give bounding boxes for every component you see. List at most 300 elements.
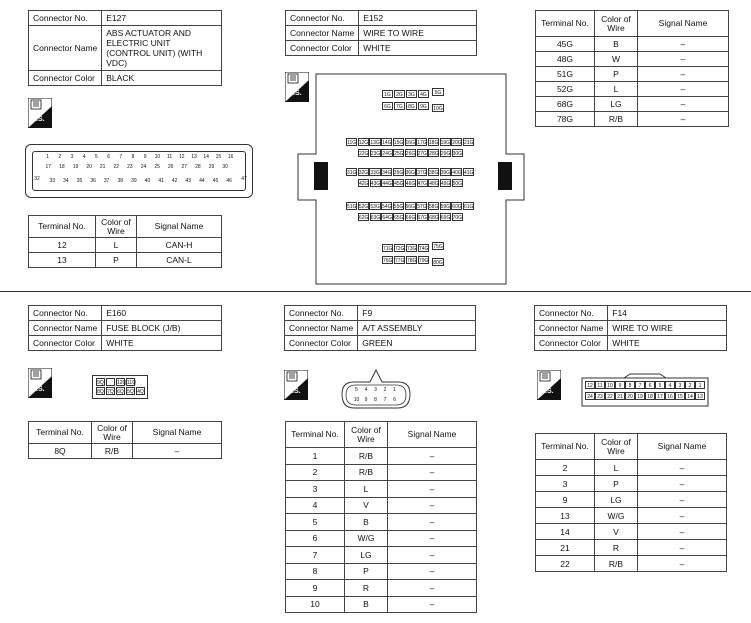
connector-pin: 20 [625, 392, 635, 400]
hs-label: H.S. [287, 388, 301, 395]
connector-pin: 32 [34, 176, 40, 182]
connector-name: WIRE TO WIRE [608, 321, 727, 336]
table-row [286, 448, 477, 465]
wire-color: R [345, 580, 388, 597]
signal-name: – [638, 37, 729, 52]
connector-pin: 44 [199, 178, 205, 184]
table-row [536, 460, 727, 476]
connector-pin: 73G [407, 246, 417, 252]
connector-pin: 40G [452, 170, 462, 176]
connector-color-label: Connector Color [29, 336, 102, 351]
hs-label: H.S. [288, 90, 302, 97]
signal-name: – [388, 497, 477, 514]
signal-name-header: Signal Name [388, 422, 477, 448]
terminal-no: 78G [536, 112, 595, 127]
terminal-no: 13 [536, 508, 595, 524]
connector-pin: 23 [595, 392, 605, 400]
connector-pin: 14G [382, 140, 392, 146]
connector-pin: 18 [59, 164, 65, 170]
connector-pin: 4 [364, 387, 368, 393]
connector-pin: 19 [72, 164, 79, 170]
connector-pin: 53G [370, 204, 380, 210]
signal-name: – [638, 524, 727, 540]
connector-pin: 43G [370, 181, 381, 187]
connector-pin: 80G [433, 260, 443, 266]
wire-color: W/G [345, 530, 388, 547]
connector-pin: 17 [45, 164, 52, 170]
terminal-no: 6 [286, 530, 345, 547]
connector-pin: 27 [181, 164, 188, 170]
terminal-no: 3 [286, 481, 345, 498]
hs-label: H.S. [540, 388, 554, 395]
signal-name: – [638, 556, 727, 572]
connector-pin: 8 [374, 397, 377, 403]
connector-pin: 69G [440, 215, 451, 221]
connector-color-label: Connector Color [285, 336, 358, 351]
connector-pin: 25 [154, 164, 160, 170]
wire-color: R/B [595, 556, 638, 572]
connector-pin: 17G [417, 140, 427, 146]
connector-pin: 29 [208, 164, 215, 170]
wire-color: L [595, 460, 638, 476]
connector-pin: 15 [675, 392, 685, 400]
signal-name: – [638, 476, 727, 492]
signal-name: – [388, 514, 477, 531]
table-row [286, 596, 477, 613]
harness-side-icon [284, 370, 308, 405]
table-row [29, 253, 222, 268]
connector-pin: 25G [394, 151, 404, 157]
connector-no-label: Connector No. [29, 11, 102, 26]
wire-color-header: Color of Wire [92, 422, 133, 444]
terminal-no-header: Terminal No. [536, 11, 595, 37]
signal-name: – [388, 563, 477, 580]
connector-pin: 11 [595, 381, 605, 389]
signal-name: CAN-L [137, 253, 222, 268]
terminal-no: 21 [536, 540, 595, 556]
connector-name-label: Connector Name [285, 321, 358, 336]
wire-color: R/B [595, 112, 638, 127]
connector-pin: 11 [166, 154, 173, 160]
connector-pin: 31G [347, 170, 357, 176]
table-row [536, 556, 727, 572]
connector-pin: 1 [393, 387, 396, 393]
terminal-no: 1 [286, 448, 345, 465]
table-row [286, 547, 477, 564]
connector-pin: 19 [635, 392, 645, 400]
connector-pin: 15 [215, 154, 222, 160]
e127-terminal-table [28, 215, 222, 268]
harness-side-icon [28, 98, 52, 133]
connector-pin: 58G [428, 204, 439, 210]
wire-color-header: Color of Wire [345, 422, 388, 448]
f14-terminal-table [535, 433, 727, 572]
connector-name-label: Connector Name [286, 26, 359, 41]
table-row [536, 112, 729, 127]
signal-name-header: Signal Name [137, 216, 222, 238]
connector-pin: 39G [440, 170, 451, 176]
connector-pin: 62G [359, 215, 369, 221]
connector-pin: 2 [58, 154, 62, 160]
connector-pin: 30G [452, 151, 463, 157]
connector-pin: 74G [419, 246, 429, 252]
connector-pin: 10 [154, 154, 161, 160]
wire-color: R/B [345, 464, 388, 481]
terminal-no-header: Terminal No. [29, 422, 92, 444]
signal-name-header: Signal Name [133, 422, 222, 444]
connector-pin: 5 [95, 154, 98, 160]
table-row [286, 580, 477, 597]
connector-no: F14 [608, 306, 727, 321]
wire-color-header: Color of Wire [595, 11, 638, 37]
connector-pin: 13G [370, 140, 380, 146]
connector-name: FUSE BLOCK (J/B) [102, 321, 222, 336]
connector-color-label: Connector Color [29, 71, 102, 86]
wire-color: L [595, 82, 638, 97]
connector-pin: 26G [405, 151, 416, 157]
connector-pin: 34G [382, 170, 392, 176]
connector-name-label: Connector Name [535, 321, 608, 336]
connector-pin: 6 [645, 381, 655, 389]
connector-pin: 9 [364, 397, 368, 403]
connector-pin: 13 [191, 154, 197, 160]
table-row [536, 82, 729, 97]
connector-pin: 56G [405, 204, 415, 210]
connector-pin: 49G [440, 181, 451, 187]
connector-pin: 12Q [117, 380, 127, 386]
terminal-no: 8Q [29, 444, 92, 459]
connector-pin: 23 [127, 164, 133, 170]
connector-no-label: Connector No. [535, 306, 608, 321]
connector-pin: 17 [655, 392, 665, 400]
terminal-no: 52G [536, 82, 595, 97]
terminal-no-header: Terminal No. [536, 434, 595, 460]
connector-pin: 3G [406, 90, 417, 98]
connector-pin: 6G [382, 102, 393, 110]
connector-no-label: Connector No. [285, 306, 358, 321]
connector-pin: 20G [452, 140, 462, 146]
connector-pin: 51G [347, 204, 357, 210]
connector-pin: 16G [405, 140, 415, 146]
connector-pin: 54G [382, 204, 392, 210]
connector-pin: 2G [394, 90, 405, 98]
table-row [286, 530, 477, 547]
connector-pin: 21 [615, 392, 625, 400]
f14-connector-info [534, 305, 727, 351]
connector-pin: 18 [645, 392, 655, 400]
table-row [29, 238, 222, 253]
table-row [286, 563, 477, 580]
connector-pin: 19G [440, 140, 451, 146]
harness-side-icon [28, 368, 52, 403]
e160-connector-face [92, 375, 148, 399]
wire-color: L [345, 481, 388, 498]
connector-pin: 12 [179, 154, 185, 160]
connector-pin: 3 [374, 387, 377, 393]
connector-pin: 8 [625, 381, 635, 389]
table-row [536, 52, 729, 67]
connector-name-label: Connector Name [29, 321, 102, 336]
connector-pin: 9 [615, 381, 625, 389]
terminal-no: 12 [29, 238, 96, 253]
connector-pin: 24 [585, 392, 595, 400]
connector-no-label: Connector No. [286, 11, 359, 26]
connector-no: F9 [358, 306, 476, 321]
signal-name: CAN-H [137, 238, 222, 253]
connector-pin [106, 378, 115, 386]
wire-color: B [345, 596, 388, 613]
table-row [536, 37, 729, 52]
wire-color: B [595, 37, 638, 52]
terminal-no: 68G [536, 97, 595, 112]
connector-color-label: Connector Color [535, 336, 608, 351]
connector-no: E152 [359, 11, 477, 26]
table-row [536, 540, 727, 556]
connector-pin: 6 [393, 397, 396, 403]
connector-pin: 35 [76, 178, 83, 184]
connector-pin: 37G [417, 170, 427, 176]
connector-pin: 7 [635, 381, 645, 389]
signal-name: – [638, 112, 729, 127]
connector-pin: 6Q [117, 389, 124, 395]
connector-name-label: Connector Name [29, 26, 102, 71]
connector-pin: 22 [605, 392, 615, 400]
wire-color: P [595, 476, 638, 492]
wire-color: L [96, 238, 137, 253]
connector-name: A/T ASSEMBLY [358, 321, 476, 336]
signal-name: – [388, 547, 477, 564]
connector-pin: 1 [695, 381, 705, 389]
connector-pin: 70G [452, 215, 463, 221]
wire-color: W/G [595, 508, 638, 524]
signal-name: – [638, 540, 727, 556]
table-row [536, 492, 727, 508]
connector-pin: 3 [675, 381, 685, 389]
connector-pin: 33G [370, 170, 380, 176]
wire-color: W [595, 52, 638, 67]
e127-connector-face [25, 144, 253, 198]
terminal-no: 14 [536, 524, 595, 540]
connector-color: WHITE [359, 41, 477, 56]
connector-pin: 4 [665, 381, 675, 389]
signal-name: – [388, 464, 477, 481]
table-row [536, 97, 729, 112]
terminal-no: 9 [536, 492, 595, 508]
e160-terminal-table [28, 421, 222, 459]
terminal-no: 51G [536, 67, 595, 82]
connector-pin: 14 [685, 392, 695, 400]
f9-terminal-table [285, 421, 477, 613]
connector-pin: 42G [359, 181, 369, 187]
wire-color: P [345, 563, 388, 580]
connector-color: WHITE [608, 336, 727, 351]
f9-connector-face [340, 362, 412, 414]
connector-pin: 29G [440, 151, 451, 157]
connector-pin: 45G [394, 181, 404, 187]
wire-color: LG [595, 492, 638, 508]
connector-pin: 10 [605, 381, 615, 389]
wire-color: LG [345, 547, 388, 564]
signal-name: – [133, 444, 222, 459]
connector-pin: 35G [393, 170, 404, 176]
connector-pin: 8G [406, 102, 417, 110]
connector-pin: 46 [226, 178, 232, 184]
e127-connector-info [28, 10, 222, 86]
table-row [536, 508, 727, 524]
table-row [536, 524, 727, 540]
signal-name: – [638, 97, 729, 112]
table-row [536, 476, 727, 492]
signal-name: – [638, 508, 727, 524]
connector-pin: 65G [394, 215, 404, 221]
connector-pin: 36G [405, 170, 415, 176]
connector-name: ABS ACTUATOR AND ELECTRIC UNIT (CONTROL UNIT) (WITH VDC) [102, 26, 222, 71]
connector-pin: 37 [103, 178, 110, 184]
hs-label: H.S. [31, 386, 45, 393]
connector-pin: 27G [417, 151, 427, 157]
f9-connector-info [284, 305, 476, 351]
terminal-no: 2 [286, 464, 345, 481]
connector-pin: 46G [405, 181, 416, 187]
signal-name: – [638, 460, 727, 476]
connector-pin: 68G [429, 215, 439, 221]
connector-pin: 52G [358, 204, 369, 210]
connector-pin: 15G [393, 140, 404, 146]
wire-color: R [595, 540, 638, 556]
connector-pin: 43 [185, 178, 192, 184]
connector-pin: 30 [222, 164, 228, 170]
terminal-no-header: Terminal No. [286, 422, 345, 448]
connector-pin: 8Q [97, 389, 104, 395]
harness-side-icon [537, 370, 561, 405]
signal-name: – [388, 481, 477, 498]
wire-color-header: Color of Wire [96, 216, 137, 238]
wire-color: P [595, 67, 638, 82]
connector-pin: 21G [464, 140, 474, 146]
connector-color-label: Connector Color [286, 41, 359, 56]
hs-label: H.S. [31, 116, 45, 123]
terminal-no: 48G [536, 52, 595, 67]
connector-pin: 9Q [97, 380, 104, 386]
connector-pin: 63G [370, 215, 381, 221]
terminal-no: 5 [286, 514, 345, 531]
connector-pin: 26 [167, 164, 174, 170]
connector-pin: 7G [394, 102, 405, 110]
table-row [536, 67, 729, 82]
f14-connector-face [580, 372, 710, 408]
e152-connector-info [285, 10, 477, 56]
section-divider [0, 291, 751, 292]
signal-name: – [638, 67, 729, 82]
connector-pin: 32G [358, 170, 369, 176]
terminal-no: 45G [536, 37, 595, 52]
connector-pin: 23G [370, 151, 381, 157]
connector-pin: 1 [46, 154, 49, 160]
connector-pin: 4G [418, 90, 429, 98]
connector-no-label: Connector No. [29, 306, 102, 321]
signal-name: – [638, 492, 727, 508]
terminal-no: 13 [29, 253, 96, 268]
connector-pin: 41G [464, 170, 474, 176]
signal-name: – [388, 596, 477, 613]
connector-no: E160 [102, 306, 222, 321]
connector-pin: 5 [355, 387, 358, 393]
signal-name: – [638, 52, 729, 67]
connector-pin: 28 [195, 164, 201, 170]
connector-pin: 47G [417, 181, 427, 187]
connector-pin: 5G [432, 88, 444, 96]
connector-pin: 72G [395, 246, 405, 252]
connector-no: E127 [102, 11, 222, 26]
wire-color: R/B [345, 448, 388, 465]
terminal-no: 9 [286, 580, 345, 597]
connector-color: GREEN [358, 336, 476, 351]
connector-pin: 22 [113, 164, 120, 170]
wire-color: V [595, 524, 638, 540]
table-row [286, 481, 477, 498]
connector-pin: 78G [407, 258, 417, 264]
connector-pin: 41 [158, 178, 164, 184]
signal-name: – [388, 448, 477, 465]
signal-name-header: Signal Name [638, 434, 727, 460]
connector-pin: 9 [143, 154, 147, 160]
connector-pin: 6 [107, 154, 110, 160]
connector-pin: 67G [417, 215, 427, 221]
connector-pin: 39 [131, 178, 137, 184]
connector-pin: 57G [417, 204, 427, 210]
connector-pin: 40 [144, 178, 151, 184]
connector-pin: 42 [171, 178, 178, 184]
table-row [286, 464, 477, 481]
connector-pin: 76G [383, 258, 393, 264]
wire-color: LG [595, 97, 638, 112]
signal-name: – [388, 530, 477, 547]
connector-pin: 9G [418, 102, 429, 110]
connector-pin: 45 [212, 178, 219, 184]
connector-pin: 55G [393, 204, 404, 210]
e152-connector-face [296, 70, 526, 288]
terminal-no: 8 [286, 563, 345, 580]
wire-color: B [345, 514, 388, 531]
signal-name-header: Signal Name [638, 11, 729, 37]
connector-pin: 4 [82, 154, 86, 160]
connector-pin: 21 [99, 164, 106, 170]
table-row [286, 514, 477, 531]
terminal-no-header: Terminal No. [29, 216, 96, 238]
signal-name: – [638, 82, 729, 97]
table-row [29, 444, 222, 459]
signal-name: – [388, 580, 477, 597]
connector-pin: 59G [440, 204, 451, 210]
connector-pin: 64G [382, 215, 392, 221]
terminal-no: 4 [286, 497, 345, 514]
connector-pin: 8 [131, 154, 135, 160]
connector-pin: 66G [405, 215, 416, 221]
terminal-no: 7 [286, 547, 345, 564]
connector-pin: 10G [433, 106, 443, 112]
connector-pin: 38 [117, 178, 124, 184]
connector-color: BLACK [102, 71, 222, 86]
terminal-no: 10 [286, 596, 345, 613]
connector-pin: 34 [63, 178, 69, 184]
connector-pin: 47 [241, 176, 247, 182]
connector-pin: 10 [353, 397, 360, 403]
e160-connector-info [28, 305, 222, 351]
wire-color: V [345, 497, 388, 514]
connector-pin: 5 [655, 381, 665, 389]
connector-pin: 2 [383, 387, 387, 393]
connector-pin: 1G [382, 90, 393, 98]
